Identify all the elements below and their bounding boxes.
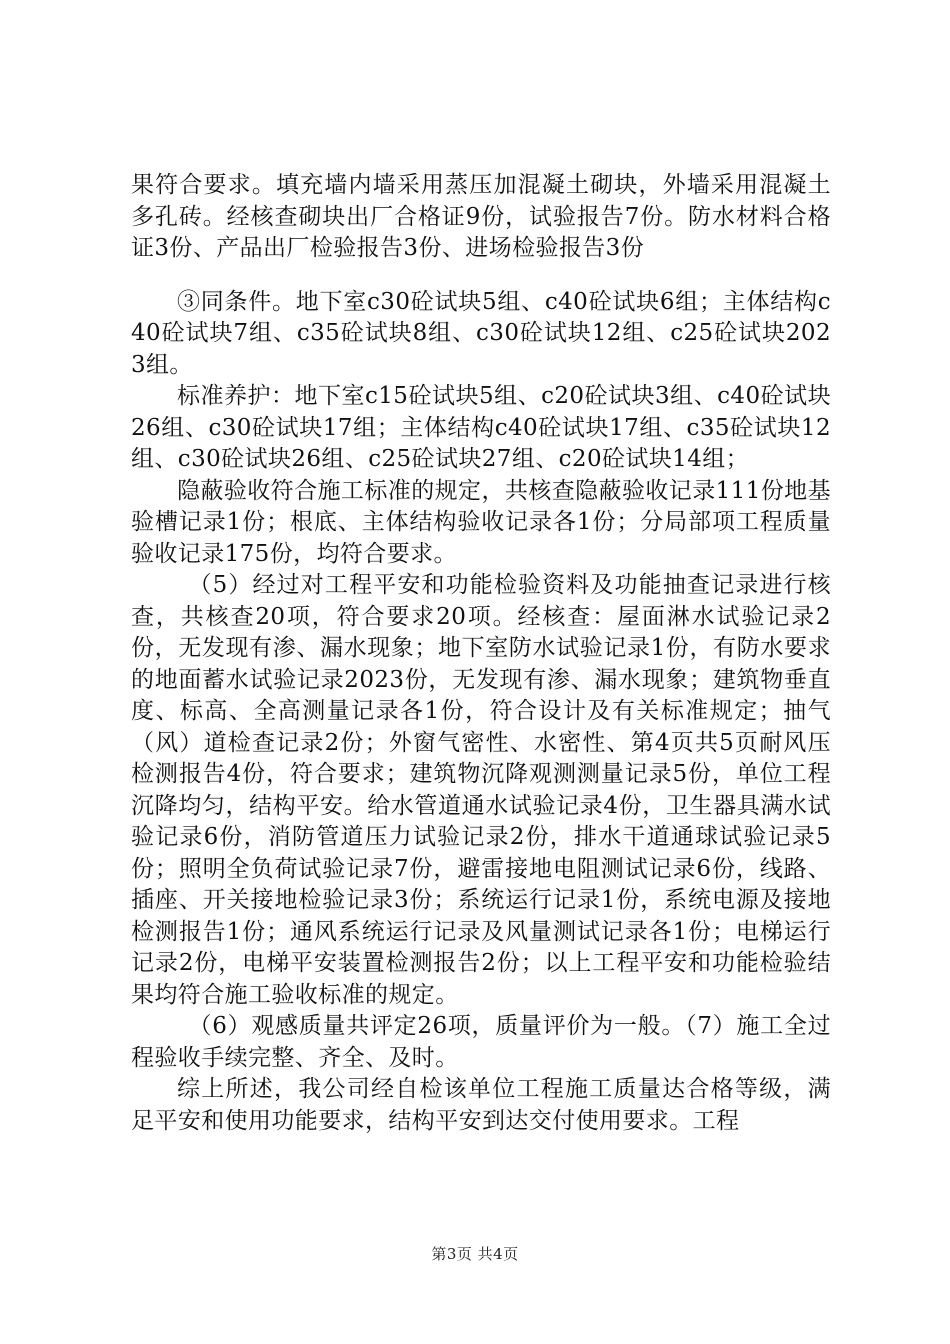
paragraph-conclusion: 综上所述，我公司经自检该单位工程施工质量达合格等级，满足平安和使用功能要求，结构平安到达交付使用要求。工程 [131,1076,831,1134]
document-body [131,170,831,1137]
paragraph-safety-function-checks: （5）经过对工程平安和功能检验资料及功能抽查记录进行核查，共核查20项，符合要求20项。经核查：屋面淋水试验记录2份，无发现有渗、漏水现象；地下室防水试验记录1份，有防水要求的地面蓄水试验记录2023份，无发现有渗、漏水现象；建筑物垂直度、标高、全高测量记录各1份，符合设计及有关标准规定；抽气（风）道检查记录2份；外窗气密性、水密性、第4页共5页耐风压检测报告4份，符合要求；建筑物沉降观测测量记录5份，单位工程沉降均匀，结构平安。给水管道通水试验记录4份，卫生器具满水试验记录6份，消防管道压力试验记录2份，排水干道通球试验记录5份；照明全负荷试验记录7份，避雷接地电阻测试记录6份，线路、插座、开关接地检验记录3份；系统运行记录1份，系统电源及接地检测报告1份；通风系统运行记录及风量测试记录各1份；电梯运行记录2份，电梯平安装置检测报告2份；以上工程平安和功能检验结果均符合施工验收标准的规定。 [131,572,831,1008]
paragraph-standard-curing: 标准养护：地下室c15砼试块5组、c20砼试块3组、c40砼试块26组、c30砼试块17组；主体结构c40砼试块17组、c35砼试块12组、c30砼试块26组、c25砼试块27组、c20砼试块14组； [131,383,831,472]
paragraph-materials: 果符合要求。填充墙内墙采用蒸压加混凝土砌块，外墙采用混凝土多孔砖。经核查砌块出厂合格证9份，试验报告7份。防水材料合格证3份、产品出厂检验报告3份、进场检验报告3份 [131,172,831,261]
paragraph-concealed-acceptance: 隐蔽验收符合施工标准的规定，共核查隐蔽验收记录111份地基验槽记录1份；根底、主体结构验收记录各1份；分局部项工程质量验收记录175份，均符合要求。 [131,477,831,567]
paragraph-appearance-quality: （6）观感质量共评定26项，质量评价为一般。（7）施工全过程验收手续完整、齐全、及时。 [131,1013,831,1071]
paragraph-same-condition-specimens: ③同条件。地下室c30砼试块5组、c40砼试块6组；主体结构c40砼试块7组、c35砼试块8组、c30砼试块12组、c25砼试块2023组。 [131,288,831,378]
page-footer: 第3页 共4页 [431,1245,519,1263]
